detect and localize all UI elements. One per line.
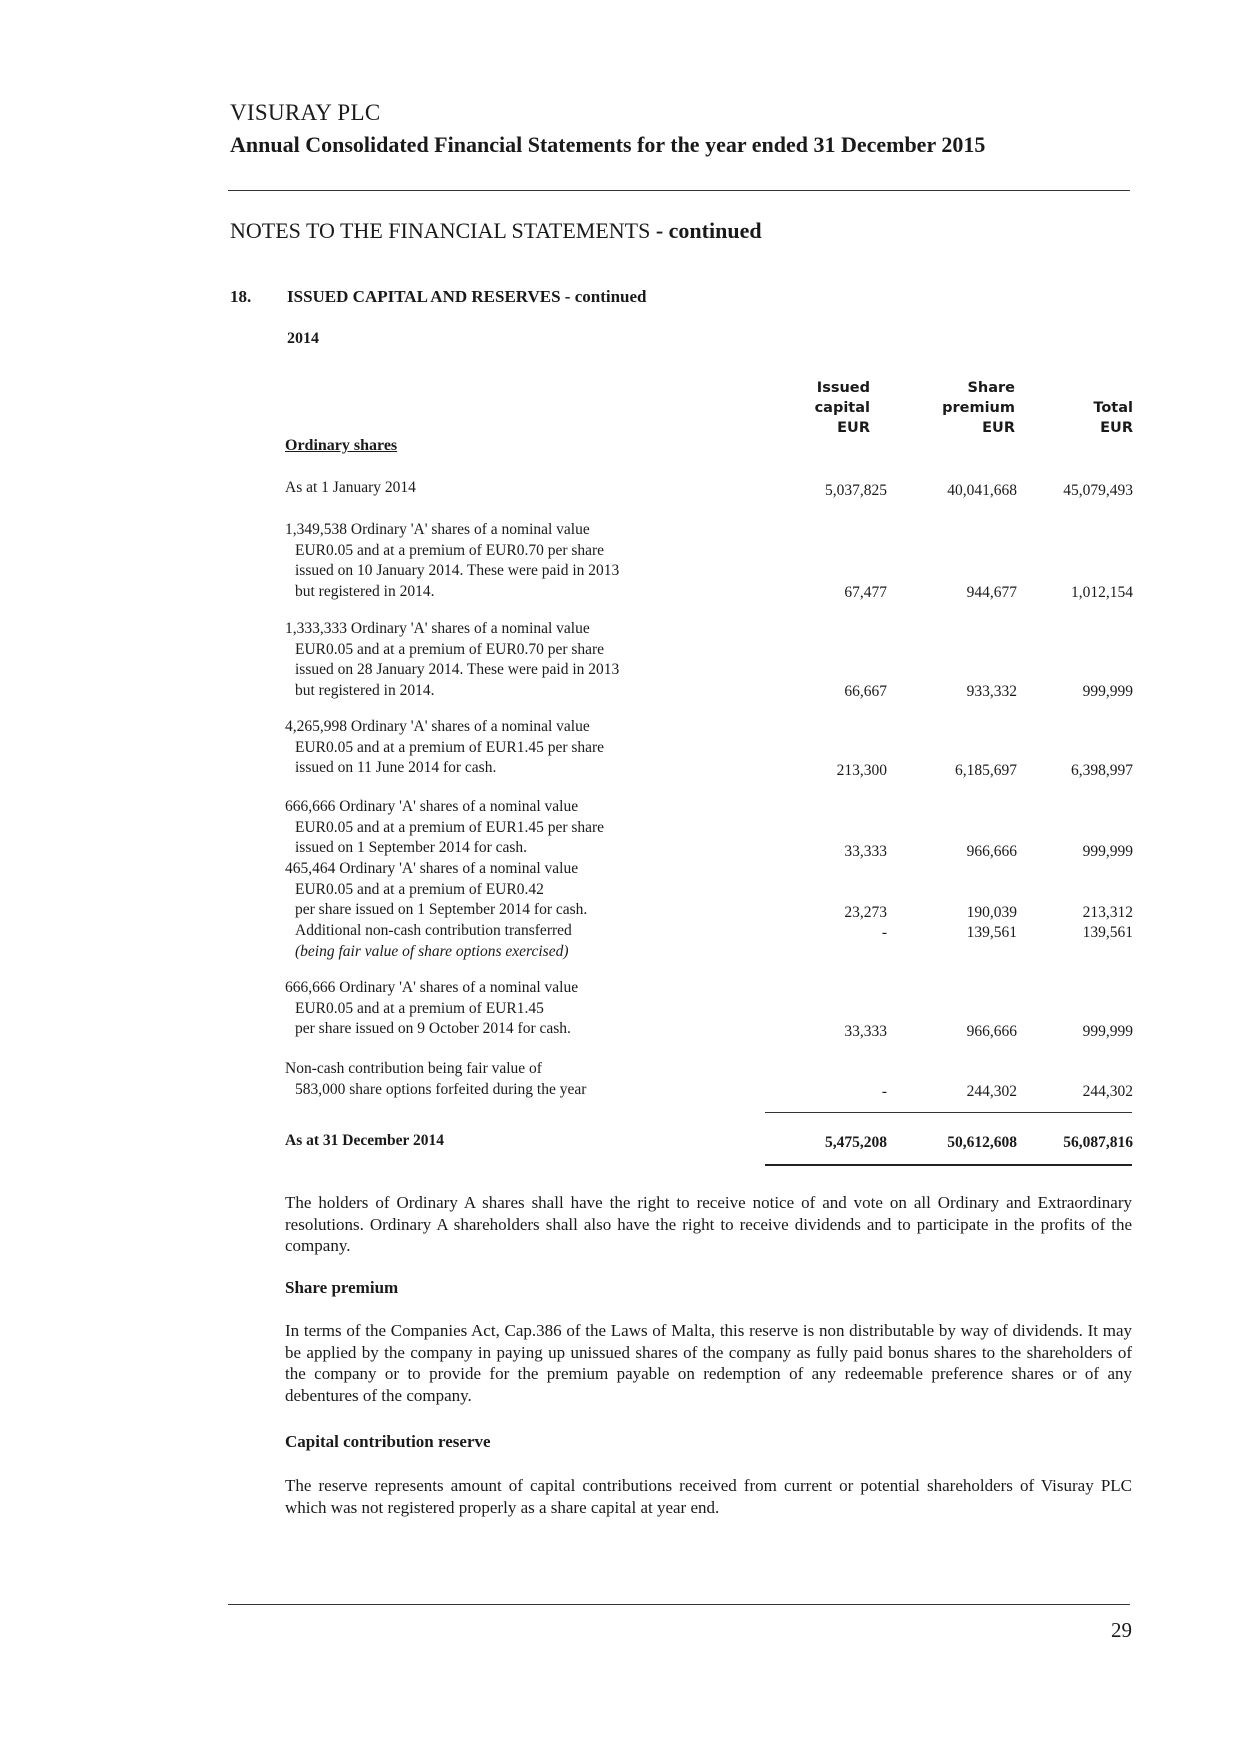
cell-issued: 33,333 [844,1023,887,1040]
table-row-desc [285,520,619,602]
desc-line: EUR0.05 and at a premium of EUR0.42 [295,880,544,898]
share-premium-heading: Share premium [285,1278,399,1297]
col-header-issued-capital [780,378,870,438]
desc-line: EUR0.05 and at a premium of EUR0.70 per share [295,541,605,559]
col-header-line: premium [942,400,1015,416]
cell-premium: 40,041,668 [947,482,1017,499]
desc-line: issued on 1 September 2014 for cash. [295,839,528,856]
cell-issued: 23,273 [844,904,887,921]
cell-premium: 190,039 [966,904,1017,921]
col-header-line: Issued [816,380,870,396]
desc-line: 666,666 Ordinary 'A' shares of a nominal value [285,979,579,996]
desc-line: (being fair value of share options exercised) [295,942,569,960]
total-issued: 5,475,208 [825,1134,887,1151]
desc-line: Additional non-cash contribution transferred [295,922,572,939]
col-header-share-premium [920,378,1015,438]
ordinary-shares-label: Ordinary shares [285,437,398,454]
notes-heading [230,218,762,244]
cell-total: 999,999 [1082,683,1133,700]
section-year: 2014 [287,330,319,347]
table-row-desc [285,978,578,1040]
cell-issued: 5,037,825 [825,482,887,499]
cell-issued: - [881,1083,887,1100]
cell-premium: 244,302 [966,1083,1017,1100]
desc-line: 1,333,333 Ordinary 'A' shares of a nominal value [285,620,590,637]
desc-line: 465,464 Ordinary 'A' shares of a nominal value [285,860,579,877]
holders-paragraph: The holders of Ordinary A shares shall have the right to receive notice of and vote on all Ordinary and Extraordinary resolutions. Ordinary A shareholders shall also have the right to receive dividends and to participate in the profits of the company. [285,1193,1132,1255]
cell-total: 1,012,154 [1071,584,1133,601]
desc-line: but registered in 2014. [295,582,435,600]
cell-premium: 966,666 [966,843,1017,860]
desc-line: 1,349,538 Ordinary 'A' shares of a nominal value [285,521,590,538]
col-header-line: EUR [837,420,870,436]
cell-issued: 213,300 [836,762,887,779]
col-header-line: EUR [1100,420,1133,436]
cell-total: 244,302 [1082,1083,1133,1100]
col-header-line: EUR [982,420,1015,436]
desc-line: 583,000 share options forfeited during the year [295,1080,587,1098]
company-name: VISURAY PLC [230,100,381,125]
cell-issued: 33,333 [844,843,887,860]
capital-contribution-paragraph: The reserve represents amount of capital contributions received from current or potential shareholders of Visuray PLC which was not registered properly as a share capital at year end. [285,1476,1132,1517]
notes-title: NOTES TO THE FINANCIAL STATEMENTS [230,218,651,243]
desc-line: Non-cash contribution being fair value of [285,1060,542,1077]
desc-line: per share issued on 1 September 2014 for cash. [295,901,588,918]
table-row-desc [285,619,619,701]
subtotal-rule [765,1112,1132,1113]
desc-line: but registered in 2014. [295,681,435,699]
report-subtitle: Annual Consolidated Financial Statements for the year ended 31 December 2015 [230,132,986,157]
cell-total: 213,312 [1082,904,1133,921]
table-row-desc [285,797,604,859]
cell-premium: 139,561 [966,924,1017,941]
desc-line: issued on 11 June 2014 for cash. [295,759,497,776]
desc-line: issued on 10 January 2014. These were paid in 2013 [295,562,620,579]
header-divider [228,190,1130,191]
col-header-line: Total [1093,400,1133,416]
desc-line: issued on 28 January 2014. These were paid in 2013 [295,661,620,678]
table-row-desc [285,717,604,779]
desc-line: As at 1 January 2014 [285,479,416,496]
total-total: 56,087,816 [1063,1134,1133,1151]
cell-issued: 67,477 [844,584,887,601]
page-number: 29 [1111,1618,1132,1642]
desc-line: 4,265,998 Ordinary 'A' shares of a nominal value [285,718,590,735]
col-header-line: Share [967,380,1015,396]
share-premium-paragraph: In terms of the Companies Act, Cap.386 of the Laws of Malta, this reserve is non distributable by way of dividends. It may be applied by the company in paying up unissued shares of the company as fully paid bonus shares to the shareholders of the company or to provide for the premium payable on redemption of any redeemable preference shares or of any debentures of the company. [285,1321,1132,1405]
cell-premium: 6,185,697 [955,762,1017,779]
capital-contribution-heading: Capital contribution reserve [285,1432,491,1451]
cell-premium: 933,332 [966,683,1017,700]
desc-line: EUR0.05 and at a premium of EUR1.45 per share [295,818,605,836]
table-row-desc [285,478,416,499]
cell-total: 999,999 [1082,843,1133,860]
total-row-label: As at 31 December 2014 [285,1132,444,1149]
desc-line: EUR0.05 and at a premium of EUR1.45 per share [295,738,605,756]
table-row-desc [285,921,572,962]
total-premium: 50,612,608 [947,1134,1017,1151]
desc-line: per share issued on 9 October 2014 for cash. [295,1020,571,1037]
cell-issued: 66,667 [844,683,887,700]
cell-total: 6,398,997 [1071,762,1133,779]
table-row-desc [285,859,587,921]
col-header-line: capital [814,400,870,416]
cell-premium: 966,666 [966,1023,1017,1040]
cell-total: 139,561 [1082,924,1133,941]
col-header-total [1040,398,1133,438]
cell-premium: 944,677 [966,584,1017,601]
cell-total: 999,999 [1082,1023,1133,1040]
cell-issued: - [881,924,887,941]
desc-line: EUR0.05 and at a premium of EUR1.45 [295,999,544,1017]
total-rule [765,1164,1132,1166]
footer-divider [228,1604,1130,1605]
section-number: 18. [230,287,252,306]
section-title: ISSUED CAPITAL AND RESERVES - continued [287,287,647,306]
cell-total: 45,079,493 [1063,482,1133,499]
table-row-desc [285,1059,586,1100]
notes-suffix: - continued [655,218,762,243]
desc-line: 666,666 Ordinary 'A' shares of a nominal value [285,798,579,815]
desc-line: EUR0.05 and at a premium of EUR0.70 per share [295,640,605,658]
